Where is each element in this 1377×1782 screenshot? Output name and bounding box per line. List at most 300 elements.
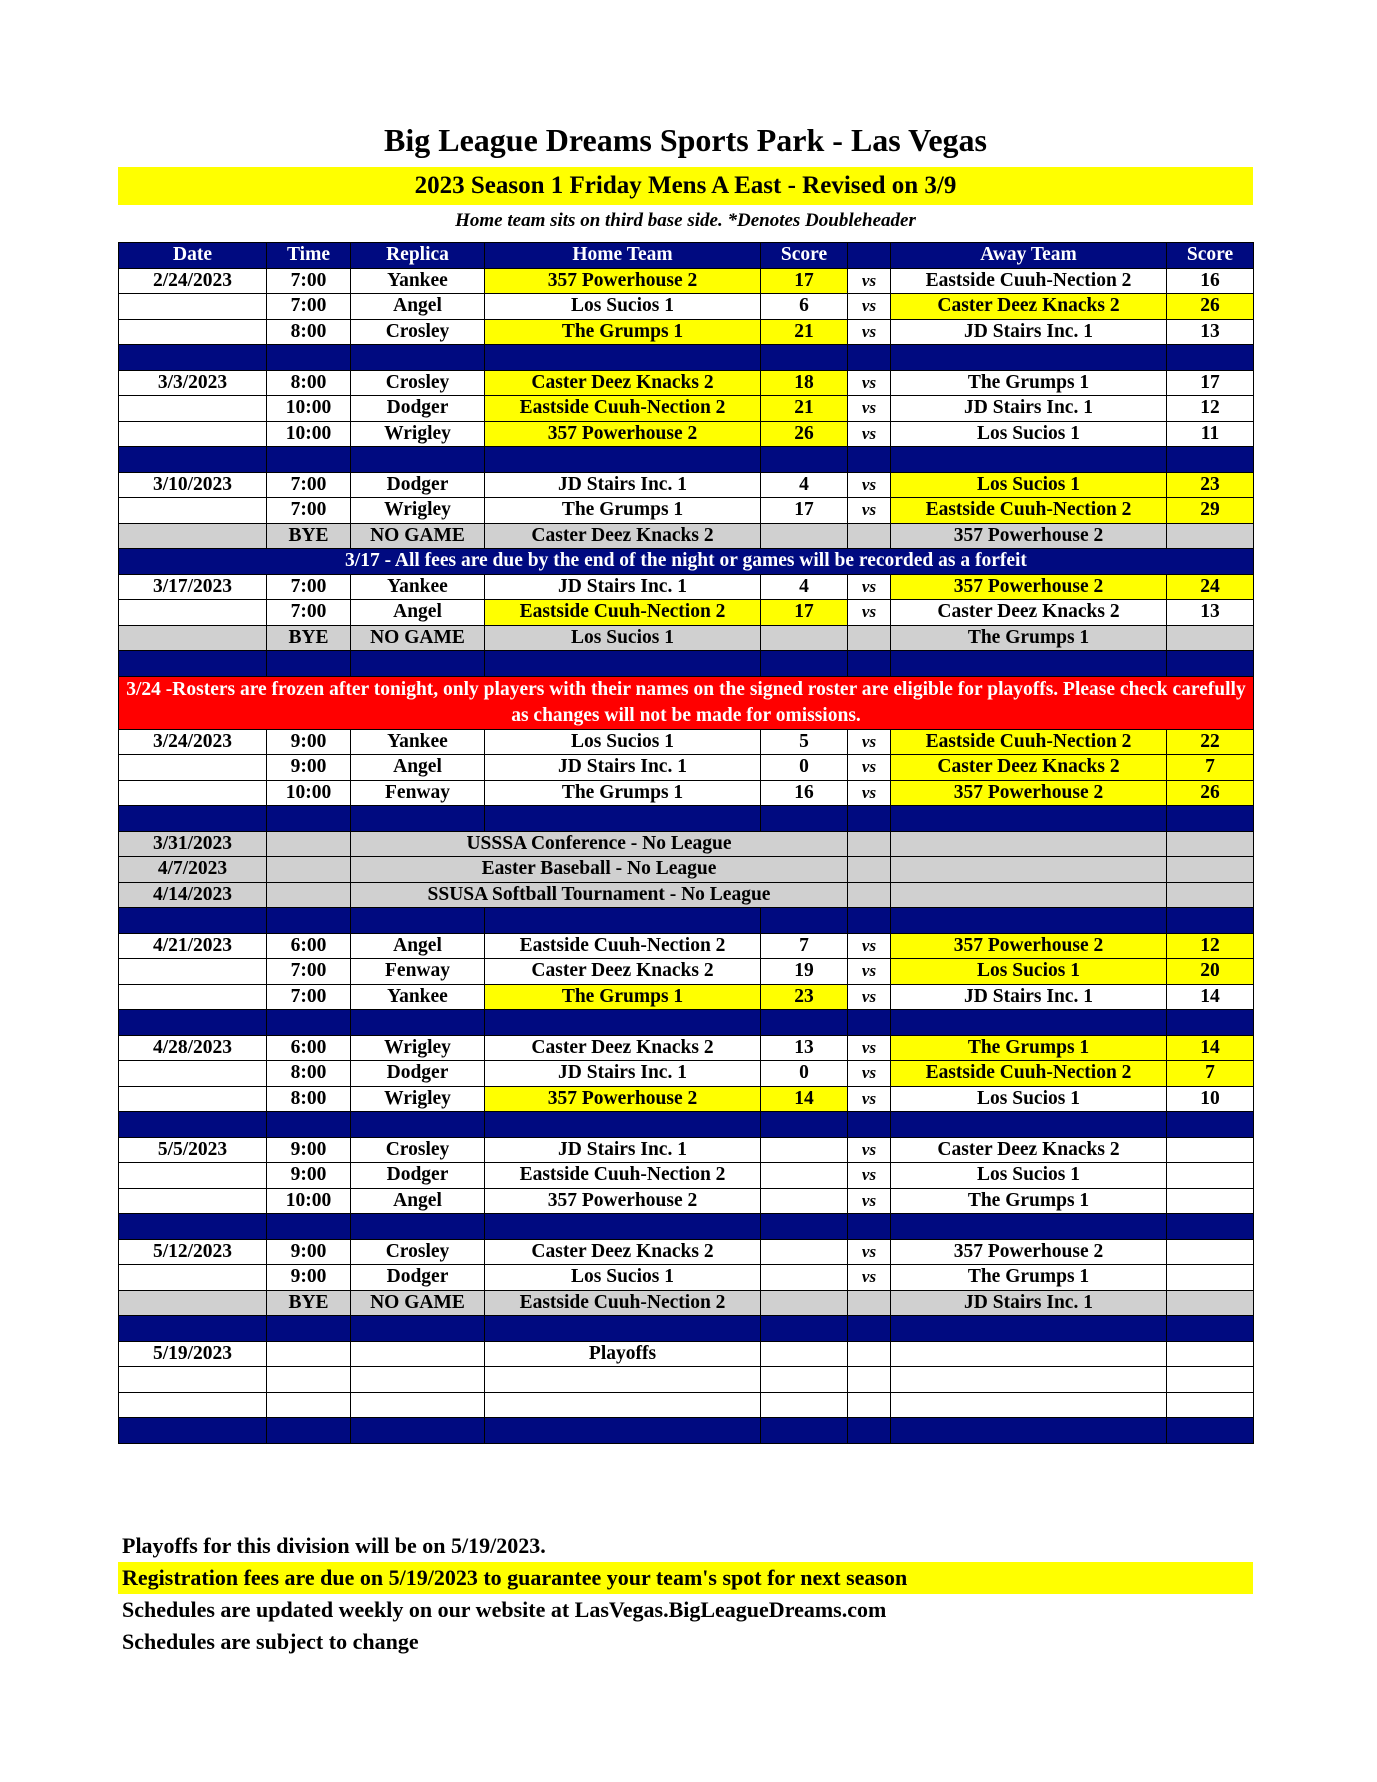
home-score-cell: 17	[761, 498, 848, 524]
away-score-cell: 17	[1167, 370, 1254, 396]
separator-cell	[891, 1418, 1167, 1444]
time-cell: 7:00	[267, 268, 351, 294]
vs-cell: vs	[848, 1265, 891, 1291]
home-team-cell: Los Sucios 1	[485, 1265, 761, 1291]
field-cell: Fenway	[351, 780, 485, 806]
away-score-cell: 12	[1167, 396, 1254, 422]
separator-cell	[848, 1112, 891, 1138]
field-cell: Wrigley	[351, 1086, 485, 1112]
away-score-cell: 29	[1167, 498, 1254, 524]
game-row	[119, 1239, 1254, 1265]
field-cell: NO GAME	[351, 625, 485, 651]
separator-cell	[761, 1418, 848, 1444]
vs-cell	[848, 1341, 891, 1367]
vs-cell: vs	[848, 1137, 891, 1163]
blank-cell	[1167, 1367, 1254, 1393]
home-team-cell: Los Sucios 1	[485, 294, 761, 320]
game-row	[119, 472, 1254, 498]
field-cell: Dodger	[351, 1163, 485, 1189]
time-cell: 9:00	[267, 1239, 351, 1265]
date-cell	[119, 1265, 267, 1291]
field-cell: Angel	[351, 755, 485, 781]
home-team-cell: Eastside Cuuh-Nection 2	[485, 600, 761, 626]
home-score-cell: 13	[761, 1035, 848, 1061]
time-cell: 10:00	[267, 421, 351, 447]
blank-cell	[891, 1392, 1167, 1418]
game-row	[119, 1265, 1254, 1291]
blank-cell	[761, 1367, 848, 1393]
separator-cell	[891, 1316, 1167, 1342]
blank-cell	[119, 1367, 267, 1393]
home-team-cell: The Grumps 1	[485, 984, 761, 1010]
separator-cell	[848, 908, 891, 934]
field-cell: Crosley	[351, 1239, 485, 1265]
field-cell: Yankee	[351, 268, 485, 294]
away-score-cell	[1167, 1137, 1254, 1163]
away-score-cell: 24	[1167, 574, 1254, 600]
away-score-cell: 20	[1167, 959, 1254, 985]
separator-cell	[1167, 1316, 1254, 1342]
footer-change-note: Schedules are subject to change	[122, 1629, 419, 1654]
field-cell: Dodger	[351, 396, 485, 422]
time-cell	[267, 1341, 351, 1367]
separator-cell	[485, 1010, 761, 1036]
vs-cell: vs	[848, 319, 891, 345]
game-row	[119, 729, 1254, 755]
date-cell: 3/17/2023	[119, 574, 267, 600]
date-cell: 3/10/2023	[119, 472, 267, 498]
schedule-body	[119, 268, 1254, 1443]
home-score-cell	[761, 1137, 848, 1163]
time-cell	[267, 831, 351, 857]
away-team-cell: Eastside Cuuh-Nection 2	[891, 729, 1167, 755]
separator-cell	[351, 1010, 485, 1036]
game-row	[119, 396, 1254, 422]
separator-cell	[485, 651, 761, 677]
away-team-cell: JD Stairs Inc. 1	[891, 1290, 1167, 1316]
vs-cell: vs	[848, 1188, 891, 1214]
away-team-cell: JD Stairs Inc. 1	[891, 319, 1167, 345]
game-row	[119, 780, 1254, 806]
home-score-cell: 21	[761, 319, 848, 345]
home-score-cell: 16	[761, 780, 848, 806]
home-score-cell: 6	[761, 294, 848, 320]
field-cell: Angel	[351, 1188, 485, 1214]
field-cell: Fenway	[351, 959, 485, 985]
away-team-cell: 357 Powerhouse 2	[891, 780, 1167, 806]
vs-cell: vs	[848, 933, 891, 959]
footer-registration-note: Registration fees are due on 5/19/2023 to guarantee your team's spot for next season	[118, 1562, 1253, 1594]
time-cell: 9:00	[267, 1265, 351, 1291]
game-row	[119, 574, 1254, 600]
separator-cell	[761, 447, 848, 473]
field-cell: Yankee	[351, 984, 485, 1010]
column-header	[848, 243, 891, 269]
field-cell: Crosley	[351, 319, 485, 345]
date-cell	[119, 396, 267, 422]
game-row	[119, 319, 1254, 345]
bye-row	[119, 625, 1254, 651]
date-cell: 3/24/2023	[119, 729, 267, 755]
date-cell	[119, 1061, 267, 1087]
away-team-cell: The Grumps 1	[891, 1188, 1167, 1214]
vs-cell: vs	[848, 1239, 891, 1265]
separator-cell	[761, 1112, 848, 1138]
away-score-cell	[1167, 1239, 1254, 1265]
away-score-cell: 26	[1167, 780, 1254, 806]
separator-cell	[351, 345, 485, 371]
home-team-cell: Los Sucios 1	[485, 625, 761, 651]
separator-cell	[485, 345, 761, 371]
away-team-cell	[891, 831, 1167, 857]
away-score-cell	[1167, 625, 1254, 651]
vs-cell: vs	[848, 268, 891, 294]
separator-cell	[848, 1214, 891, 1240]
date-cell: 3/31/2023	[119, 831, 267, 857]
time-cell: 9:00	[267, 1137, 351, 1163]
home-score-cell: 23	[761, 984, 848, 1010]
separator-cell	[891, 651, 1167, 677]
separator-cell	[485, 908, 761, 934]
header-row	[119, 243, 1254, 269]
blank-cell	[1167, 1392, 1254, 1418]
separator-row	[119, 806, 1254, 832]
separator-cell	[848, 806, 891, 832]
date-cell	[119, 1086, 267, 1112]
separator-cell	[119, 1112, 267, 1138]
vs-cell: vs	[848, 959, 891, 985]
home-score-cell: 18	[761, 370, 848, 396]
no-league-row	[119, 882, 1254, 908]
blank-cell	[267, 1367, 351, 1393]
away-team-cell: Caster Deez Knacks 2	[891, 294, 1167, 320]
field-cell: Yankee	[351, 574, 485, 600]
field-cell: Dodger	[351, 1265, 485, 1291]
separator-cell	[267, 1010, 351, 1036]
field-cell: Angel	[351, 600, 485, 626]
away-score-cell: 12	[1167, 933, 1254, 959]
separator-cell	[761, 908, 848, 934]
vs-cell: vs	[848, 1035, 891, 1061]
separator-cell	[267, 447, 351, 473]
column-header: Replica	[351, 243, 485, 269]
date-cell: 5/5/2023	[119, 1137, 267, 1163]
playoff-row	[119, 1341, 1254, 1367]
separator-cell	[351, 908, 485, 934]
separator-cell	[119, 447, 267, 473]
separator-row	[119, 651, 1254, 677]
date-cell: 3/3/2023	[119, 370, 267, 396]
home-team-cell: 357 Powerhouse 2	[485, 268, 761, 294]
field-cell: Wrigley	[351, 498, 485, 524]
separator-cell	[761, 651, 848, 677]
no-league-row	[119, 831, 1254, 857]
time-cell: 7:00	[267, 498, 351, 524]
away-score-cell	[1167, 1290, 1254, 1316]
blank-cell	[485, 1367, 761, 1393]
separator-cell	[848, 345, 891, 371]
separator-cell	[1167, 1418, 1254, 1444]
game-row	[119, 984, 1254, 1010]
separator-cell	[267, 651, 351, 677]
separator-row	[119, 447, 1254, 473]
date-cell	[119, 523, 267, 549]
column-header: Away Team	[891, 243, 1167, 269]
separator-cell	[848, 1418, 891, 1444]
separator-cell	[351, 806, 485, 832]
field-cell: Dodger	[351, 472, 485, 498]
home-team-cell: Eastside Cuuh-Nection 2	[485, 1163, 761, 1189]
away-score-cell	[1167, 523, 1254, 549]
game-row	[119, 294, 1254, 320]
time-cell: 7:00	[267, 959, 351, 985]
separator-cell	[891, 345, 1167, 371]
vs-cell: vs	[848, 294, 891, 320]
date-cell	[119, 600, 267, 626]
separator-row	[119, 1316, 1254, 1342]
bye-row	[119, 523, 1254, 549]
away-team-cell: The Grumps 1	[891, 370, 1167, 396]
home-team-note: Home team sits on third base side. *Denotes Doubleheader	[455, 210, 916, 231]
separator-cell	[119, 345, 267, 371]
footer-playoffs-note: Playoffs for this division will be on 5/19/2023.	[122, 1533, 546, 1558]
separator-cell	[891, 1112, 1167, 1138]
time-cell: 6:00	[267, 933, 351, 959]
away-score-cell	[1167, 882, 1254, 908]
home-team-cell: Caster Deez Knacks 2	[485, 523, 761, 549]
home-team-cell: 357 Powerhouse 2	[485, 421, 761, 447]
home-team-cell: JD Stairs Inc. 1	[485, 574, 761, 600]
date-cell	[119, 959, 267, 985]
date-cell: 5/12/2023	[119, 1239, 267, 1265]
away-score-cell	[1167, 1188, 1254, 1214]
home-team-cell: Caster Deez Knacks 2	[485, 1239, 761, 1265]
away-team-cell	[891, 857, 1167, 883]
away-team-cell: Eastside Cuuh-Nection 2	[891, 498, 1167, 524]
blank-row	[119, 1367, 1254, 1393]
away-team-cell: 357 Powerhouse 2	[891, 1239, 1167, 1265]
separator-cell	[848, 651, 891, 677]
separator-cell	[1167, 345, 1254, 371]
game-row	[119, 370, 1254, 396]
page-title: Big League Dreams Sports Park - Las Vegas	[384, 122, 987, 158]
vs-cell	[848, 831, 891, 857]
home-team-cell: 357 Powerhouse 2	[485, 1188, 761, 1214]
time-cell: 8:00	[267, 370, 351, 396]
home-score-cell: 0	[761, 755, 848, 781]
game-row	[119, 421, 1254, 447]
vs-cell	[848, 625, 891, 651]
vs-cell: vs	[848, 600, 891, 626]
separator-cell	[351, 651, 485, 677]
home-team-cell: Eastside Cuuh-Nection 2	[485, 933, 761, 959]
game-row	[119, 1188, 1254, 1214]
vs-cell: vs	[848, 396, 891, 422]
time-cell: 7:00	[267, 472, 351, 498]
separator-cell	[761, 806, 848, 832]
bye-row	[119, 1290, 1254, 1316]
game-row	[119, 1061, 1254, 1087]
away-team-cell: Los Sucios 1	[891, 1163, 1167, 1189]
time-cell	[267, 882, 351, 908]
game-row	[119, 959, 1254, 985]
game-row	[119, 755, 1254, 781]
vs-cell: vs	[848, 472, 891, 498]
time-cell: 7:00	[267, 294, 351, 320]
field-cell: Wrigley	[351, 1035, 485, 1061]
date-cell	[119, 1163, 267, 1189]
vs-cell: vs	[848, 1163, 891, 1189]
home-score-cell	[761, 1239, 848, 1265]
blank-row	[119, 1392, 1254, 1418]
footer-website-note: Schedules are updated weekly on our website at LasVegas.BigLeagueDreams.com	[122, 1597, 887, 1622]
away-team-cell: JD Stairs Inc. 1	[891, 984, 1167, 1010]
blank-cell	[848, 1367, 891, 1393]
separator-cell	[351, 447, 485, 473]
game-row	[119, 600, 1254, 626]
column-header: Score	[1167, 243, 1254, 269]
away-score-cell	[1167, 1341, 1254, 1367]
away-team-cell: Los Sucios 1	[891, 472, 1167, 498]
away-score-cell	[1167, 1265, 1254, 1291]
vs-cell: vs	[848, 780, 891, 806]
separator-cell	[485, 1214, 761, 1240]
date-cell	[119, 1290, 267, 1316]
away-score-cell: 14	[1167, 984, 1254, 1010]
away-score-cell: 16	[1167, 268, 1254, 294]
vs-cell	[848, 882, 891, 908]
away-team-cell: 357 Powerhouse 2	[891, 523, 1167, 549]
home-score-cell: 17	[761, 268, 848, 294]
separator-cell	[485, 1316, 761, 1342]
column-header: Time	[267, 243, 351, 269]
away-team-cell: Eastside Cuuh-Nection 2	[891, 268, 1167, 294]
date-cell	[119, 780, 267, 806]
time-cell: 10:00	[267, 780, 351, 806]
time-cell	[267, 857, 351, 883]
away-team-cell	[891, 882, 1167, 908]
separator-cell	[267, 1214, 351, 1240]
separator-cell	[891, 806, 1167, 832]
separator-row	[119, 345, 1254, 371]
game-row	[119, 933, 1254, 959]
blank-cell	[351, 1392, 485, 1418]
separator-cell	[891, 908, 1167, 934]
away-score-cell: 14	[1167, 1035, 1254, 1061]
separator-cell	[267, 1418, 351, 1444]
home-team-cell: JD Stairs Inc. 1	[485, 1061, 761, 1087]
away-team-cell: The Grumps 1	[891, 1035, 1167, 1061]
home-score-cell: 7	[761, 933, 848, 959]
game-row	[119, 1163, 1254, 1189]
field-cell: NO GAME	[351, 523, 485, 549]
separator-cell	[761, 1010, 848, 1036]
schedule-table	[118, 242, 1254, 1444]
date-cell	[119, 1188, 267, 1214]
separator-row	[119, 908, 1254, 934]
field-cell: Angel	[351, 933, 485, 959]
home-score-cell: 0	[761, 1061, 848, 1087]
home-score-cell: 5	[761, 729, 848, 755]
separator-cell	[119, 806, 267, 832]
vs-cell: vs	[848, 755, 891, 781]
away-team-cell: 357 Powerhouse 2	[891, 933, 1167, 959]
game-row	[119, 268, 1254, 294]
date-cell: 4/7/2023	[119, 857, 267, 883]
no-league-row	[119, 857, 1254, 883]
no-league-text: SSUSA Softball Tournament - No League	[351, 882, 848, 908]
away-team-cell: The Grumps 1	[891, 625, 1167, 651]
time-cell: 6:00	[267, 1035, 351, 1061]
vs-cell: vs	[848, 1086, 891, 1112]
date-cell	[119, 984, 267, 1010]
away-score-cell: 13	[1167, 319, 1254, 345]
time-cell: 8:00	[267, 1086, 351, 1112]
field-cell: Wrigley	[351, 421, 485, 447]
season-subtitle: 2023 Season 1 Friday Mens A East - Revised on 3/9	[118, 167, 1253, 205]
away-score-cell	[1167, 857, 1254, 883]
vs-cell	[848, 1290, 891, 1316]
separator-cell	[119, 1418, 267, 1444]
away-score-cell	[1167, 831, 1254, 857]
vs-cell: vs	[848, 729, 891, 755]
game-row	[119, 1035, 1254, 1061]
date-cell: 2/24/2023	[119, 268, 267, 294]
date-cell	[119, 755, 267, 781]
blank-cell	[848, 1392, 891, 1418]
separator-cell	[848, 1010, 891, 1036]
home-score-cell	[761, 1163, 848, 1189]
vs-cell: vs	[848, 370, 891, 396]
home-score-cell	[761, 625, 848, 651]
time-cell: 8:00	[267, 1061, 351, 1087]
time-cell: 8:00	[267, 319, 351, 345]
game-row	[119, 498, 1254, 524]
home-score-cell: 4	[761, 472, 848, 498]
field-cell: Yankee	[351, 729, 485, 755]
home-team-cell: The Grumps 1	[485, 780, 761, 806]
blank-cell	[891, 1367, 1167, 1393]
home-team-cell: Caster Deez Knacks 2	[485, 1035, 761, 1061]
time-cell: 9:00	[267, 1163, 351, 1189]
away-team-cell: The Grumps 1	[891, 1265, 1167, 1291]
separator-cell	[119, 1214, 267, 1240]
date-cell	[119, 294, 267, 320]
home-score-cell: 4	[761, 574, 848, 600]
vs-cell: vs	[848, 574, 891, 600]
away-score-cell: 26	[1167, 294, 1254, 320]
away-score-cell	[1167, 1163, 1254, 1189]
separator-cell	[351, 1112, 485, 1138]
no-league-text: USSSA Conference - No League	[351, 831, 848, 857]
roster-alert-row	[119, 676, 1254, 729]
date-cell: 4/14/2023	[119, 882, 267, 908]
home-score-cell	[761, 1265, 848, 1291]
separator-cell	[848, 1316, 891, 1342]
roster-alert-text: 3/24 -Rosters are frozen after tonight, only players with their names on the signed roster are eligible for playoffs. Please check carefully as changes will not be made for omissions.	[119, 676, 1254, 729]
separator-row	[119, 1214, 1254, 1240]
separator-cell	[1167, 447, 1254, 473]
away-score-cell: 7	[1167, 755, 1254, 781]
separator-cell	[119, 908, 267, 934]
separator-cell	[267, 1316, 351, 1342]
away-team-cell: Los Sucios 1	[891, 1086, 1167, 1112]
away-score-cell: 23	[1167, 472, 1254, 498]
away-team-cell: Caster Deez Knacks 2	[891, 1137, 1167, 1163]
separator-cell	[267, 908, 351, 934]
game-row	[119, 1137, 1254, 1163]
home-team-cell: Caster Deez Knacks 2	[485, 370, 761, 396]
